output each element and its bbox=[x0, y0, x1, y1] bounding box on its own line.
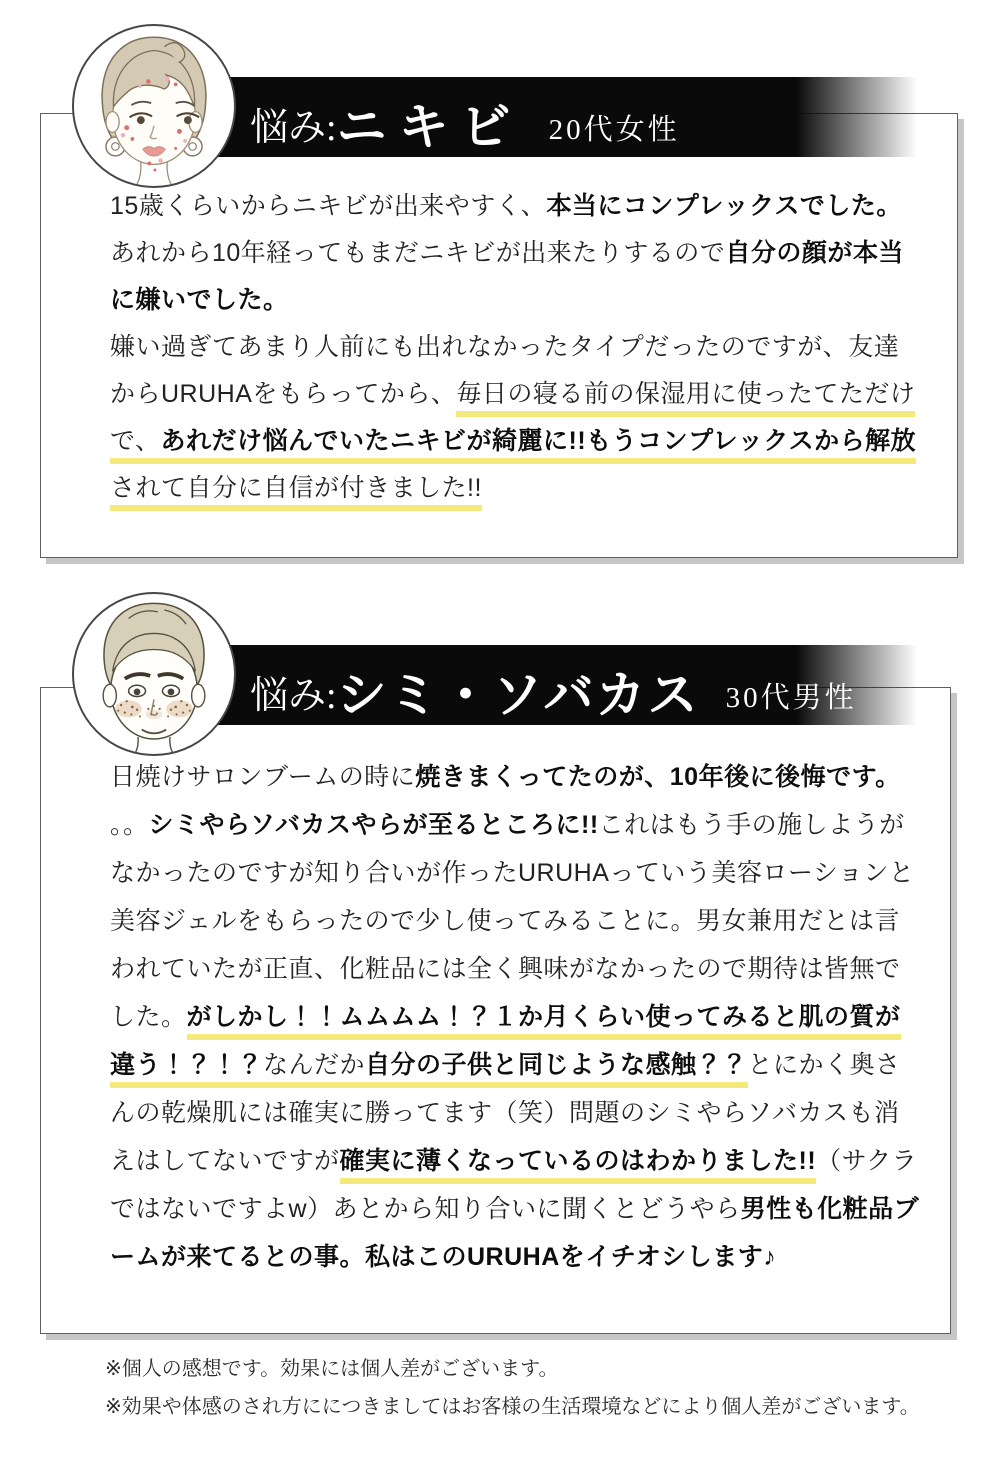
disclaimer-line: ※個人の感想です。効果には個人差がございます。 bbox=[105, 1358, 559, 1380]
testimonial-text-acne bbox=[110, 183, 916, 512]
man-face-illustration bbox=[74, 594, 234, 754]
banner-person-label: 30代男性 bbox=[725, 681, 857, 714]
testimonial-line bbox=[110, 945, 919, 993]
text-segment: えはしてないですが bbox=[110, 1147, 340, 1175]
text-segment-highlighted: で、 bbox=[110, 427, 161, 464]
text-segment: ームが来てるとの事。私はこのURUHAをイチオシします♪ bbox=[110, 1243, 777, 1271]
text-segment: 美容ジェルをもらったので少し使ってみることに。男女兼用だとは言 bbox=[110, 907, 901, 935]
man-freckles-avatar-icon bbox=[72, 592, 236, 756]
testimonial-line bbox=[110, 849, 919, 897]
banner-person-label: 20代女性 bbox=[548, 113, 680, 146]
testimonial-text-spots bbox=[110, 753, 919, 1281]
text-segment: ではないですよw）あとから知り合いに聞くとどうやら bbox=[110, 1195, 741, 1223]
testimonial-line bbox=[110, 230, 916, 277]
text-segment-highlighted: あれだけ悩んでいたニキビが綺麗に!!もうコンプレックスから解放 bbox=[161, 427, 917, 464]
testimonial-line bbox=[110, 1089, 919, 1137]
text-segment: 焼きまくってたのが、10年後に後悔です。 bbox=[415, 763, 901, 791]
testimonial-line bbox=[110, 993, 919, 1041]
banner-title-label: シミ・ソバカス bbox=[336, 667, 700, 723]
text-segment-highlighted: されて自分に自信が付きました!! bbox=[110, 474, 482, 511]
testimonial-line bbox=[110, 1137, 919, 1185]
text-segment: した。 bbox=[110, 1003, 187, 1031]
woman-face-illustration bbox=[74, 26, 234, 186]
testimonial-line bbox=[110, 753, 919, 801]
text-segment-highlighted: 違う！？！？ bbox=[110, 1051, 263, 1088]
text-segment: （サクラ bbox=[816, 1147, 918, 1175]
testimonial-line bbox=[110, 1233, 919, 1281]
text-segment-highlighted: がしかし！！ムムムム！？１か月くらい使ってみると肌の質が bbox=[187, 1003, 901, 1040]
text-segment: 15歳くらいからニキビが出来やすく、 bbox=[110, 192, 547, 220]
text-segment-highlighted: なんだか bbox=[263, 1051, 365, 1088]
testimonial-line bbox=[110, 801, 919, 849]
testimonial-line bbox=[110, 897, 919, 945]
text-segment: に嫌いでした。 bbox=[110, 286, 289, 314]
text-segment-highlighted: 自分の子供と同じような感触？？ bbox=[365, 1051, 748, 1088]
testimonial-line bbox=[110, 371, 916, 418]
text-segment: あれから10年経ってもまだニキビが出来たりするので bbox=[110, 239, 726, 267]
text-segment: 男性も化粧品ブ bbox=[740, 1195, 920, 1223]
text-segment: われていたが正直、化粧品には全く興味がなかったので期待は皆無で bbox=[110, 955, 901, 983]
testimonial-line bbox=[110, 277, 916, 324]
testimonial-line bbox=[110, 324, 916, 371]
text-segment: とにかく奥さ bbox=[747, 1051, 901, 1079]
text-segment: からURUHAをもらってから、 bbox=[110, 380, 457, 408]
text-segment-highlighted: 毎日の寝る前の保湿用に使ったてただけ bbox=[456, 380, 915, 417]
testimonial-line bbox=[110, 1185, 919, 1233]
text-segment: なかったのですが知り合いが作ったURUHAっていう美容ローションと bbox=[110, 859, 915, 887]
banner-prefix-label: 悩み: bbox=[250, 106, 337, 149]
disclaimer-notes bbox=[105, 1350, 920, 1426]
testimonial-line bbox=[110, 1041, 919, 1089]
text-segment: 本当にコンプレックスでした。 bbox=[546, 192, 902, 220]
woman-acne-avatar-icon bbox=[72, 24, 236, 188]
text-segment: 日焼けサロンブームの時に bbox=[110, 763, 416, 791]
text-segment: 嫌い過ぎてあまり人前にも出れなかったタイプだったのですが、友達 bbox=[110, 333, 900, 361]
text-segment: 。。 bbox=[110, 811, 149, 839]
testimonial-banner-acne bbox=[168, 77, 925, 157]
testimonial-banner-spots bbox=[168, 645, 925, 725]
text-segment: 自分の顔が本当 bbox=[725, 239, 904, 267]
testimonial-line bbox=[110, 418, 916, 465]
disclaimer-line: ※効果や体感のされ方ににつきましてはお客様の生活環境などにより個人差がございます。 bbox=[105, 1396, 920, 1418]
text-segment-highlighted: 確実に薄くなっているのはわかりました!! bbox=[340, 1147, 817, 1184]
banner-title-label: ニキビ bbox=[336, 99, 523, 155]
text-segment: シミやらソバカスやらが至るところに!! bbox=[148, 811, 599, 839]
text-segment: んの乾燥肌には確実に勝ってます（笑）問題のシミやらソバカスも消 bbox=[110, 1099, 900, 1127]
testimonial-line bbox=[110, 183, 916, 230]
banner-prefix-label: 悩み: bbox=[250, 674, 337, 717]
text-segment: これはもう手の施しようが bbox=[598, 811, 905, 839]
testimonial-line bbox=[110, 465, 916, 512]
